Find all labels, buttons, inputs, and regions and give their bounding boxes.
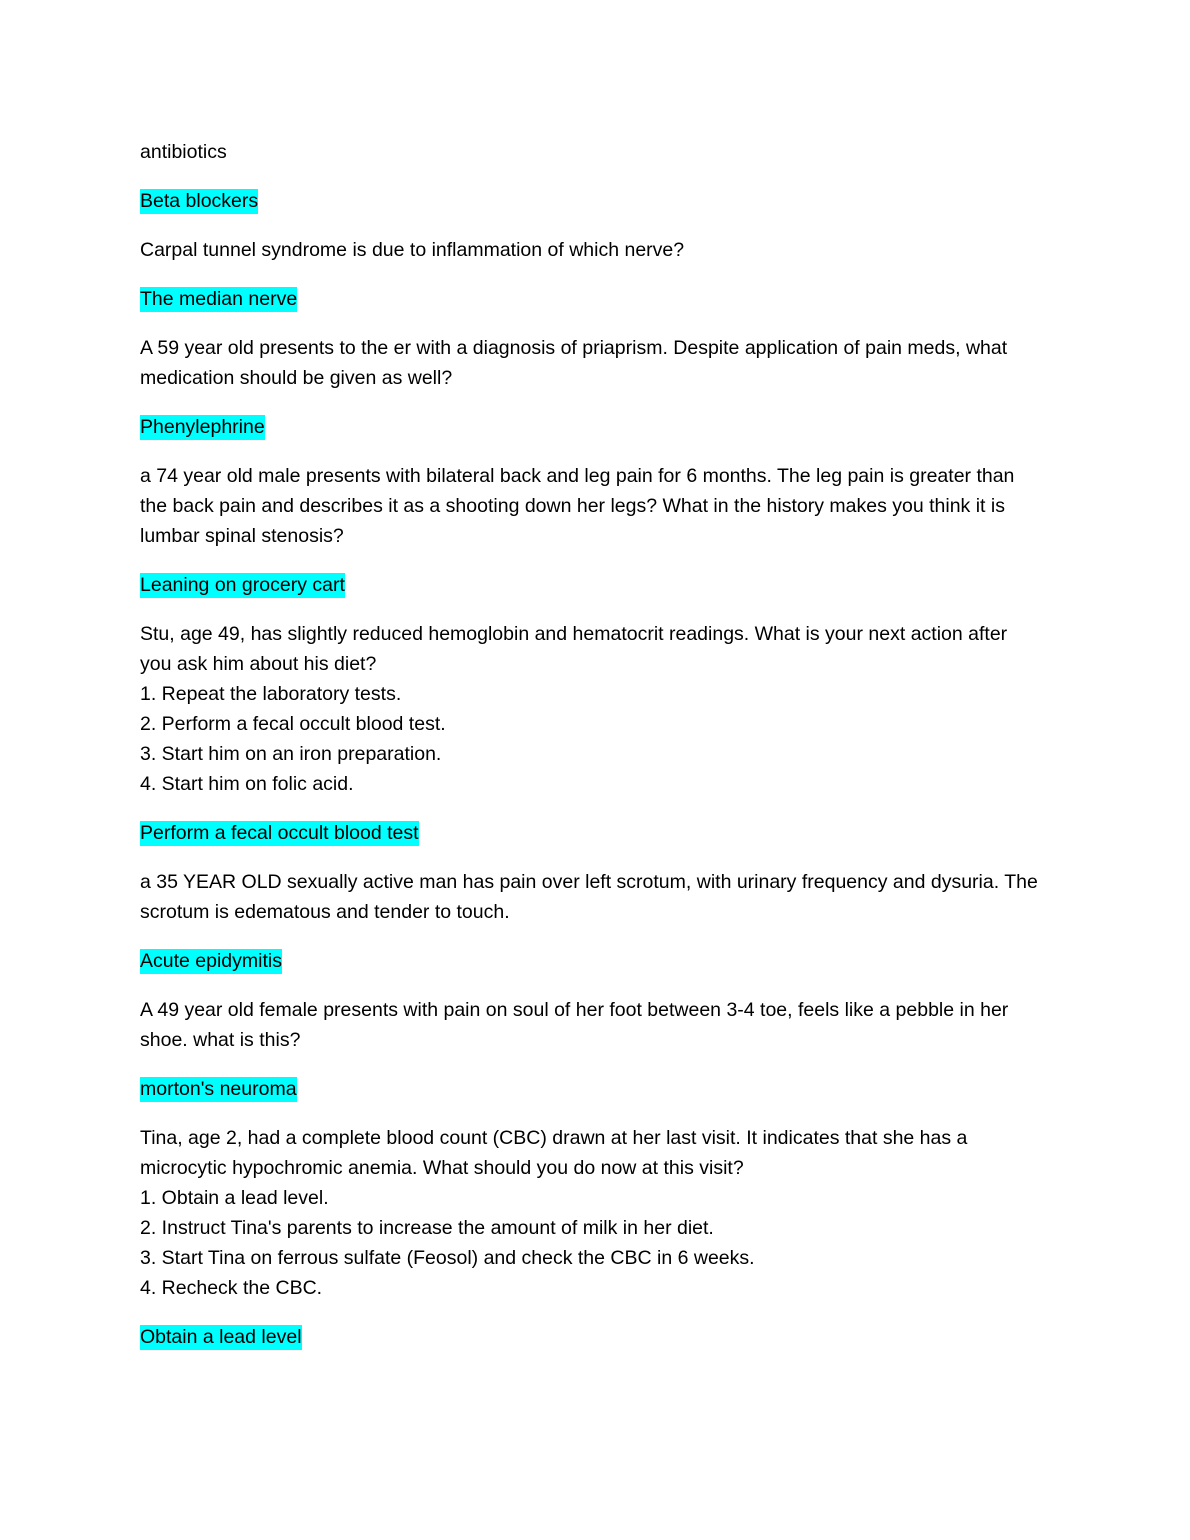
- answer-text: morton's neuroma: [140, 1078, 297, 1100]
- option-list: [140, 1183, 1040, 1303]
- option-item: 4. Start him on folic acid.: [140, 773, 354, 795]
- answer-text: The median nerve: [140, 288, 298, 310]
- question-text: A 49 year old female presents with pain on soul of her foot between 3-4 toe, feels like a pebble in her shoe. what is this?: [140, 999, 1009, 1051]
- answer-highlight: [140, 186, 1040, 216]
- answer-text: Leaning on grocery cart: [140, 574, 345, 596]
- answer-text: Beta blockers: [140, 190, 259, 212]
- answer-highlight: [140, 570, 1040, 600]
- question-text: Stu, age 49, has slightly reduced hemoglobin and hematocrit readings. What is your next action after you ask him about his diet?: [140, 623, 1008, 675]
- question-text: Tina, age 2, had a complete blood count (CBC) drawn at her last visit. It indicates that she has a microcytic hypochromic anemia. What should you do now at this visit?: [140, 1127, 968, 1179]
- answer-highlight: [140, 284, 1040, 314]
- answer-highlight: [140, 412, 1040, 442]
- option-item: 1. Repeat the laboratory tests.: [140, 683, 402, 705]
- question-text: a 35 YEAR OLD sexually active man has pain over left scrotum, with urinary frequency and dysuria. The scrotum is edematous and tender to touch.: [140, 871, 1038, 923]
- answer-text: Perform a fecal occult blood test: [140, 822, 419, 844]
- option-item: 3. Start Tina on ferrous sulfate (Feosol) and check the CBC in 6 weeks.: [140, 1247, 755, 1269]
- answer-text: Obtain a lead level: [140, 1326, 302, 1348]
- answer-highlight: [140, 1074, 1040, 1104]
- text-fragment: antibiotics: [140, 141, 227, 163]
- option-item: 1. Obtain a lead level.: [140, 1187, 329, 1209]
- answer-text: Acute epidymitis: [140, 950, 282, 972]
- answer-highlight: [140, 1322, 1040, 1352]
- option-item: 4. Recheck the CBC.: [140, 1277, 323, 1299]
- answer-text: Phenylephrine: [140, 416, 265, 438]
- option-item: 3. Start him on an iron preparation.: [140, 743, 442, 765]
- question-text: a 74 year old male presents with bilateral back and leg pain for 6 months. The leg pain is greater than the back pain and describes it as a shooting down her legs? What in the history makes you think it is lumbar spinal stenosis?: [140, 465, 1015, 547]
- question-text: A 59 year old presents to the er with a diagnosis of priaprism. Despite application of pain meds, what medication should be given as well?: [140, 337, 1008, 389]
- option-list: [140, 679, 1040, 799]
- answer-highlight: [140, 818, 1040, 848]
- option-item: 2. Instruct Tina's parents to increase the amount of milk in her diet.: [140, 1217, 714, 1239]
- option-item: 2. Perform a fecal occult blood test.: [140, 713, 446, 735]
- document-page: [140, 137, 1040, 1371]
- answer-highlight: [140, 946, 1040, 976]
- question-text: Carpal tunnel syndrome is due to inflammation of which nerve?: [140, 239, 685, 261]
